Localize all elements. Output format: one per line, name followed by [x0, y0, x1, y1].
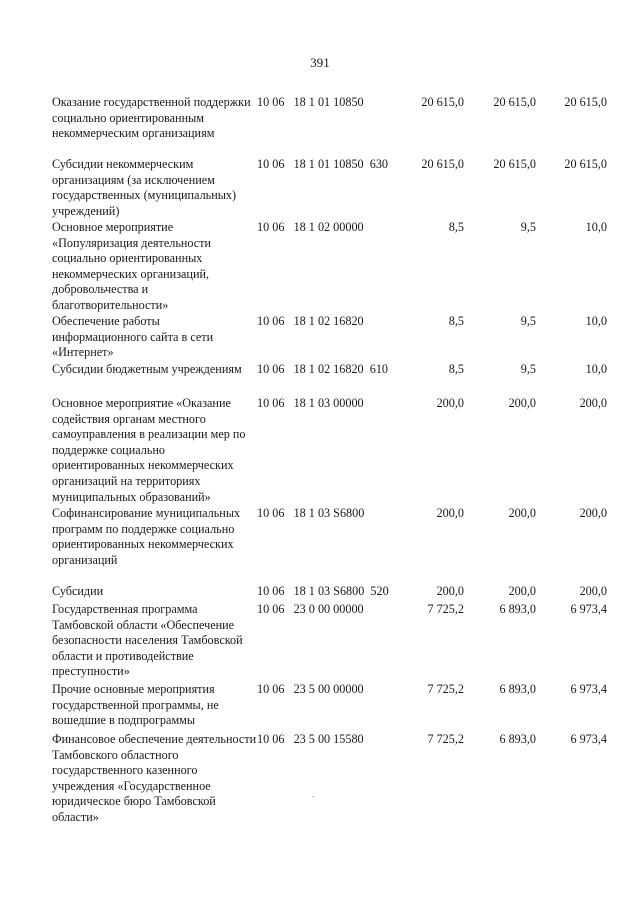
value-col-2: 6 893,0	[499, 732, 536, 746]
value-col-3: 6 973,4	[570, 682, 607, 696]
value-col-1: 20 615,0	[421, 95, 464, 109]
row-description: Софинансирование муниципальных программ по поддержке социально ориентированных некоммерческих организаций	[52, 506, 241, 567]
value-col-3: 6 973,4	[570, 732, 607, 746]
value-col-2: 6 893,0	[499, 602, 536, 616]
row-code: 10 06 23 5 00 00000	[257, 682, 364, 696]
value-col-1: 200,0	[436, 506, 464, 520]
row-code: 10 06 18 1 02 00000	[257, 220, 364, 234]
value-col-2: 200,0	[508, 506, 536, 520]
value-col-1: 7 725,2	[427, 732, 464, 746]
value-col-2: 9,5	[520, 220, 536, 234]
value-col-2: 200,0	[508, 584, 536, 598]
value-col-1: 200,0	[436, 584, 464, 598]
row-code: 10 06 18 1 02 16820	[257, 314, 364, 328]
row-description: Финансовое обеспечение деятельности Тамбовского областного государственного казенного учреждения «Государственное юридическое бюро Тамбовской области»	[52, 732, 257, 824]
row-description: Государственная программа Тамбовской области «Обеспечение безопасности населения Тамбовской области и противодействие преступности»	[52, 602, 243, 679]
value-col-3: 10,0	[585, 220, 607, 234]
value-col-3: 200,0	[579, 584, 607, 598]
row-description: Субсидии бюджетным учреждениям	[52, 362, 242, 376]
value-col-1: 7 725,2	[427, 602, 464, 616]
value-col-3: 200,0	[579, 396, 607, 410]
row-code: 10 06 18 1 01 10850	[257, 95, 364, 109]
row-description: Основное мероприятие «Оказание содействия органам местного самоуправления в реализации мер по поддержке социально ориентированных некоммерческих организаций на территориях муниципальных образований»	[52, 396, 246, 504]
value-col-2: 9,5	[520, 314, 536, 328]
value-col-1: 7 725,2	[427, 682, 464, 696]
row-description: Обеспечение работы информационного сайта в сети «Интернет»	[52, 314, 214, 360]
value-col-2: 20 615,0	[493, 95, 536, 109]
row-code: 10 06 18 1 03 00000	[257, 396, 364, 410]
row-description: Прочие основные мероприятия государственной программы, не вошедшие в подпрограммы	[52, 682, 219, 728]
row-code: 10 06 18 1 03 S6800 520	[257, 584, 389, 598]
row-code: 10 06 23 0 00 00000	[257, 602, 364, 616]
value-col-3: 200,0	[579, 506, 607, 520]
row-code: 10 06 18 1 02 16820 610	[257, 362, 389, 376]
value-col-3: 20 615,0	[564, 157, 607, 171]
value-col-3: 10,0	[585, 314, 607, 328]
value-col-2: 200,0	[508, 396, 536, 410]
row-code: 10 06 18 1 01 10850 630	[257, 157, 389, 171]
row-code: 10 06 23 5 00 15580	[257, 732, 364, 746]
value-col-1: 8,5	[448, 314, 464, 328]
page-number: 391	[310, 55, 330, 70]
row-description: Оказание государственной поддержки социально ориентированным некоммерческим организациям	[52, 95, 251, 141]
value-col-3: 10,0	[585, 362, 607, 376]
row-description: Субсидии некоммерческим организациям (за исключением государственных (муниципальных) учреждений)	[52, 157, 237, 218]
value-col-1: 20 615,0	[421, 157, 464, 171]
value-col-3: 20 615,0	[564, 95, 607, 109]
value-col-1: 8,5	[448, 362, 464, 376]
value-col-3: 6 973,4	[570, 602, 607, 616]
value-col-1: 8,5	[448, 220, 464, 234]
row-code: 10 06 18 1 03 S6800	[257, 506, 365, 520]
value-col-2: 6 893,0	[499, 682, 536, 696]
row-description: Основное мероприятие «Популяризация деятельности социально ориентированных некоммерческих организаций, добровольчества и благотворительности»	[52, 220, 212, 312]
value-col-1: 200,0	[436, 396, 464, 410]
row-description: Субсидии	[52, 584, 104, 598]
scan-speck	[312, 796, 314, 797]
value-col-2: 20 615,0	[493, 157, 536, 171]
value-col-2: 9,5	[520, 362, 536, 376]
